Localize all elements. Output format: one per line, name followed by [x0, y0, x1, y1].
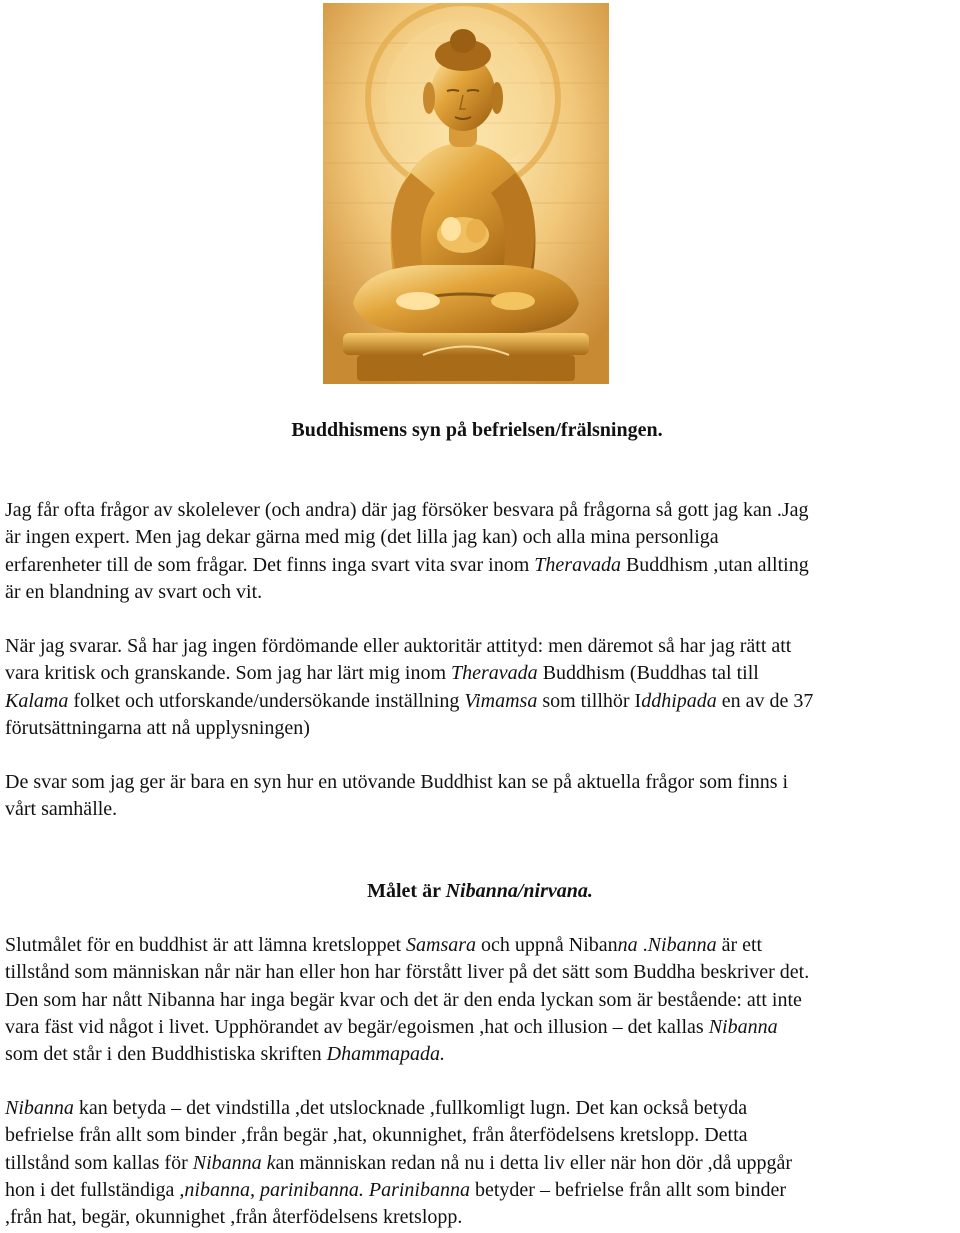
- text-line: [5, 633, 960, 660]
- text-run: betyder – befrielse från allt som binder: [470, 1178, 786, 1201]
- italic-term: na: [617, 934, 638, 956]
- text-line: [5, 1095, 960, 1122]
- text-line: [5, 769, 960, 796]
- text-line: [5, 1014, 960, 1041]
- text-line: [5, 497, 960, 524]
- text-run: Den som har nått Nibanna har inga begär kvar och det är den enda lyckan som är bestående: att inte: [5, 988, 802, 1011]
- text-run: hon i det fullständiga: [5, 1178, 180, 1201]
- paragraph-approach: [5, 633, 960, 742]
- italic-term: Nibanna: [708, 1015, 778, 1038]
- section-heading-plain: Målet är: [367, 880, 446, 902]
- paragraph-nibanna-meaning: [5, 1095, 960, 1231]
- italic-term: Parinibanna: [368, 1178, 470, 1201]
- text-line: [5, 1204, 960, 1231]
- text-line: [5, 579, 960, 606]
- italic-term: Samsara: [406, 934, 477, 956]
- text-run: vara fäst vid något i livet. Upphörandet av begär/egoismen ,hat och illusion – det kallas: [5, 1015, 709, 1038]
- italic-term: Theravada: [534, 553, 621, 576]
- text-run: är en blandning av svart och vit.: [5, 580, 263, 603]
- buddha-statue-image: [323, 3, 609, 384]
- text-run: Buddhism (Buddhas tal till: [537, 662, 759, 685]
- text-line: [5, 1041, 960, 1068]
- italic-term: Theravada: [451, 662, 538, 685]
- seated-buddha-statue-icon: [323, 3, 609, 384]
- text-run: är ett: [716, 934, 763, 956]
- main-heading: Buddhismens syn på befrielsen/frälsningen.: [291, 419, 663, 441]
- text-run: kan betyda – det vindstilla ,det utslocknade ,fullkomligt lugn. Det kan också betyda: [73, 1097, 748, 1119]
- text-line: [5, 524, 960, 551]
- text-run: vårt samhälle.: [5, 798, 118, 821]
- text-run: .: [637, 934, 648, 956]
- text-run: an människan redan nå nu i detta liv eller när hon dör ,då uppgår: [275, 1151, 793, 1174]
- text-run: tillstånd som kallas för: [5, 1151, 193, 1174]
- text-run: tillstånd som människan når när han eller hon har förstått liver på det sätt som Buddha beskriver det.: [5, 961, 810, 984]
- section-heading-goal: [0, 878, 960, 905]
- paragraph-answers: [5, 769, 960, 824]
- text-run: en av de 37: [716, 689, 814, 712]
- text-line: [5, 1177, 960, 1204]
- italic-term: ddhipada: [641, 689, 717, 712]
- text-run: ,från hat, begär, okunnighet ,från återfödelsens kretslopp.: [5, 1206, 463, 1229]
- text-run: Jag får ofta frågor av skolelever (och andra) där jag försöker besvara på frågorna så gott jag kan .Jag: [5, 499, 809, 521]
- text-run: Slutmålet för en buddhist är att lämna kretsloppet: [5, 934, 407, 956]
- text-line: [5, 715, 960, 742]
- text-line: [5, 552, 960, 579]
- italic-term: Vimamsa: [464, 689, 538, 712]
- text-run: erfarenheter till de som frågar. Det finns inga svart vita svar inom: [5, 553, 535, 576]
- italic-term: ,nibanna, parinibanna.: [179, 1178, 364, 1201]
- text-run: befrielse från allt som binder ,från begär ,hat, okunnighet, från återfödelsens kretslopp. Detta: [5, 1124, 748, 1147]
- text-run: vara kritisk och granskande. Som jag har lärt mig inom: [5, 662, 452, 685]
- italic-term: Nibanna: [647, 934, 717, 956]
- italic-term: Kalama: [5, 689, 69, 712]
- text-run: är ingen expert. Men jag dekar gärna med mig (det lilla jag kan) och alla mina personliga: [5, 526, 719, 549]
- text-line: [5, 796, 960, 823]
- italic-term: Dhammapada.: [326, 1043, 445, 1066]
- paragraph-intro: [5, 497, 960, 606]
- text-run: De svar som jag ger är bara en syn hur en utövande Buddhist kan se på aktuella frågor som finns i: [5, 771, 789, 793]
- italic-term: Nibanna: [5, 1097, 74, 1119]
- text-line: [5, 959, 960, 986]
- text-run: och uppnå Niban: [476, 934, 618, 956]
- text-line: [5, 688, 960, 715]
- italic-term: Nibanna k: [192, 1151, 276, 1174]
- text-line: [5, 660, 960, 687]
- text-run: När jag svarar. Så har jag ingen fördömande eller auktoritär attityd: men däremot så har jag rätt att: [5, 635, 792, 657]
- text-line: [5, 1150, 960, 1177]
- paragraph-goal: [5, 932, 960, 1068]
- text-line: [5, 1122, 960, 1149]
- section-heading-italic: Nibanna/nirvana.: [445, 880, 593, 902]
- text-run: Buddhism ,utan allting: [620, 553, 809, 576]
- text-run: som tillhör I: [537, 689, 642, 712]
- text-run: som det står i den Buddhistiska skriften: [5, 1043, 327, 1066]
- text-run: förutsättningarna att nå upplysningen): [5, 716, 310, 739]
- text-run: folket och utforskande/undersökande inställning: [68, 689, 465, 712]
- text-line: [5, 987, 960, 1014]
- text-line: [5, 932, 960, 959]
